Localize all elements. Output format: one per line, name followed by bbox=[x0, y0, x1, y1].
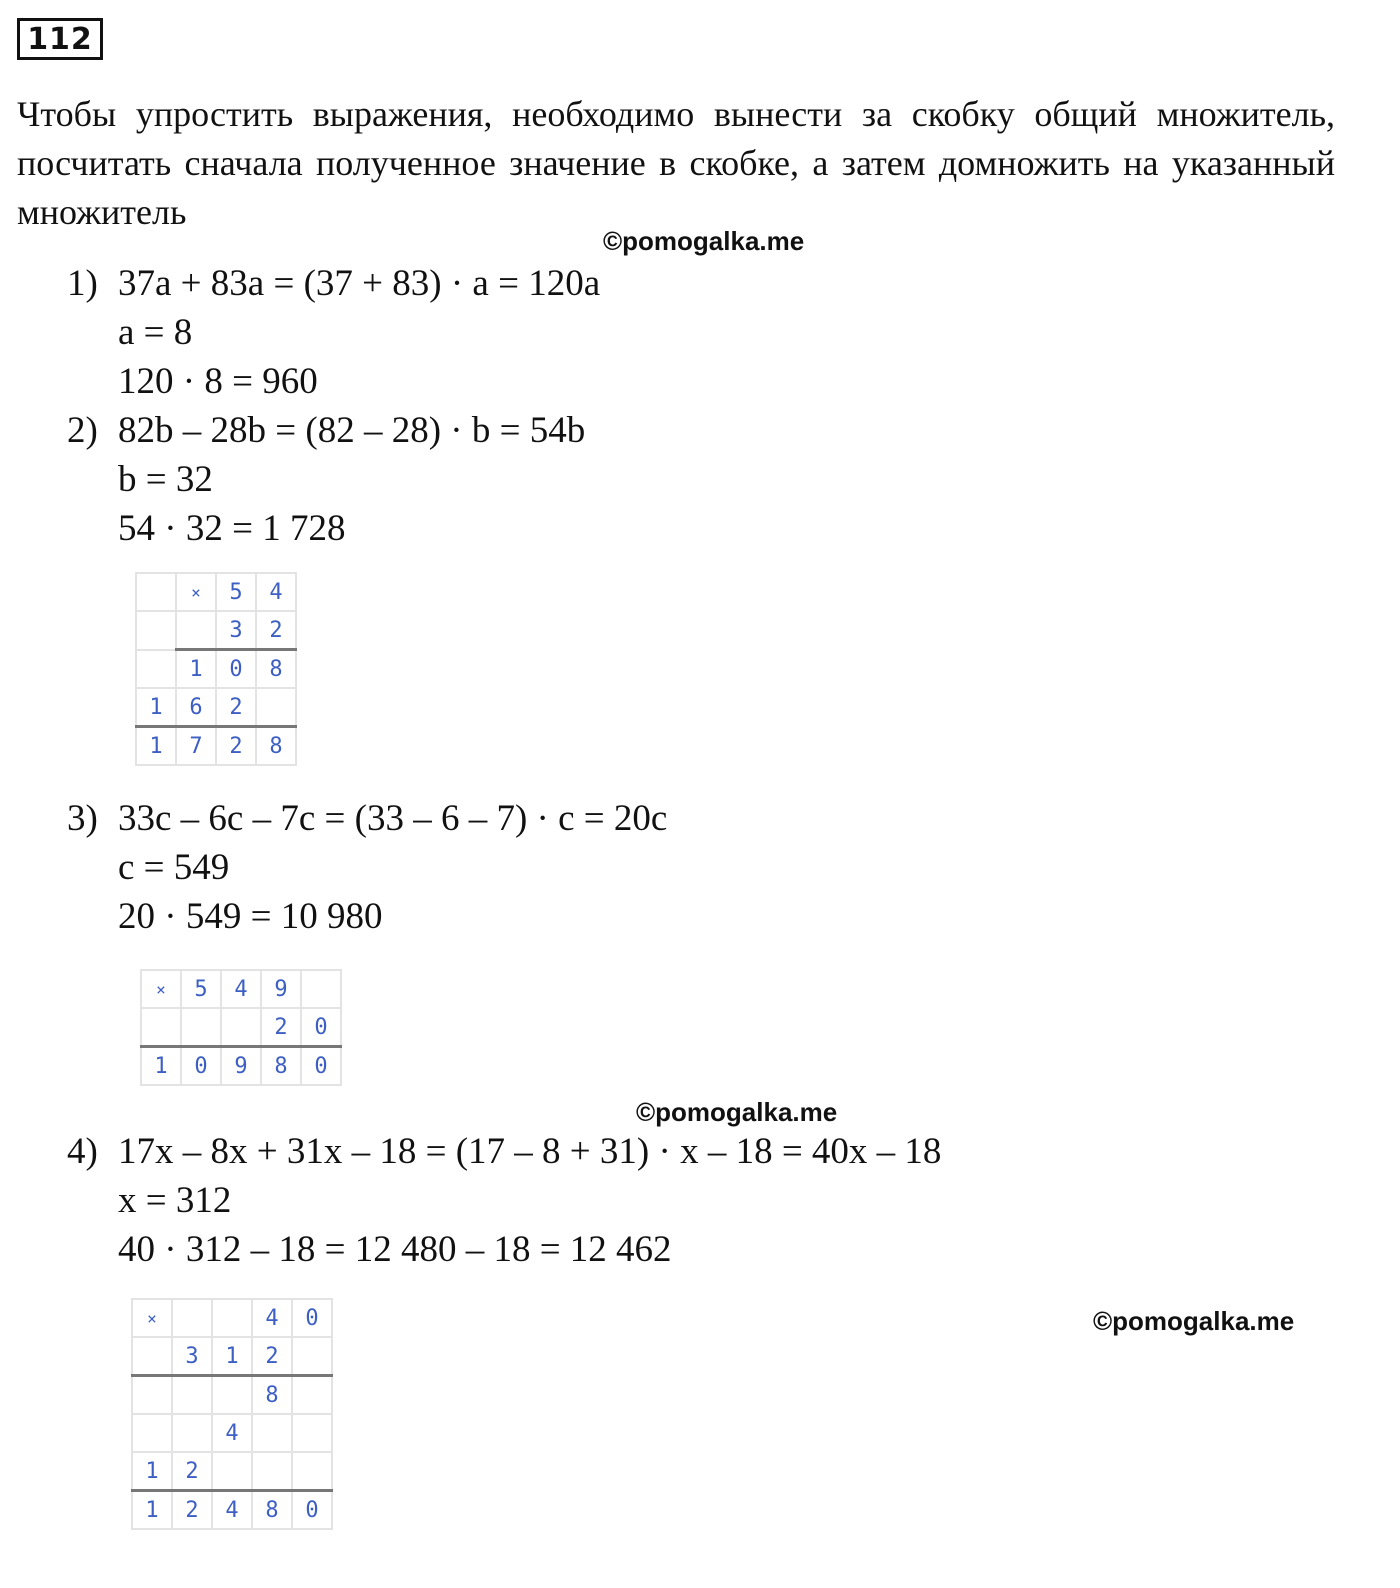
grid-cell bbox=[172, 1376, 212, 1415]
grid-cell: 3 bbox=[216, 611, 256, 650]
grid-cell: 2 bbox=[172, 1452, 212, 1491]
grid-row bbox=[136, 650, 296, 689]
grid-cell: 4 bbox=[212, 1491, 252, 1530]
grid-row bbox=[136, 573, 296, 611]
grid-row bbox=[132, 1376, 332, 1415]
grid-cell: 0 bbox=[301, 1047, 341, 1086]
grid-cell bbox=[301, 970, 341, 1008]
grid-cell bbox=[136, 650, 176, 689]
grid-row bbox=[132, 1299, 332, 1337]
task-line: 54 · 32 = 1 728 bbox=[118, 508, 346, 549]
grid-cell bbox=[212, 1376, 252, 1415]
task-line: 17x – 8x + 31x – 18 = (17 – 8 + 31) · x – 18 = 40x – 18 bbox=[118, 1131, 942, 1172]
grid-cell: 1 bbox=[132, 1491, 172, 1530]
task-line: 37a + 83a = (37 + 83) · a = 120a bbox=[118, 263, 601, 304]
grid-row bbox=[132, 1491, 332, 1530]
grid-cell: 8 bbox=[252, 1491, 292, 1530]
task-line: 82b – 28b = (82 – 28) · b = 54b bbox=[118, 410, 586, 451]
grid-cell bbox=[136, 573, 176, 611]
grid-cell: 1 bbox=[212, 1337, 252, 1376]
grid-cell: 5 bbox=[216, 573, 256, 611]
intro-paragraph bbox=[17, 90, 1335, 237]
grid-cell: 5 bbox=[181, 970, 221, 1008]
grid-cell bbox=[132, 1414, 172, 1452]
task-line: c = 549 bbox=[118, 847, 230, 888]
grid-cell bbox=[292, 1452, 332, 1491]
grid-cell bbox=[172, 1414, 212, 1452]
grid-row bbox=[141, 970, 341, 1008]
grid-cell bbox=[221, 1008, 261, 1047]
task-line: 33c – 6c – 7c = (33 – 6 – 7) · c = 20c bbox=[118, 798, 668, 839]
watermark: ©pomogalka.me bbox=[1093, 1306, 1295, 1336]
grid-cell bbox=[292, 1414, 332, 1452]
task-line: a = 8 bbox=[118, 312, 193, 353]
task-number: 4) bbox=[67, 1131, 98, 1172]
grid-row bbox=[136, 688, 296, 727]
grid-cell: 6 bbox=[176, 688, 216, 727]
grid-cell bbox=[136, 611, 176, 650]
grid-cell: 2 bbox=[256, 611, 296, 650]
grid-cell bbox=[172, 1299, 212, 1337]
multiply-sign: × bbox=[176, 573, 216, 611]
grid-cell: 2 bbox=[216, 727, 256, 766]
task-number: 2) bbox=[67, 410, 98, 451]
grid-cell: 1 bbox=[132, 1452, 172, 1491]
grid-cell: 1 bbox=[176, 650, 216, 689]
watermark: ©pomogalka.me bbox=[636, 1097, 838, 1127]
grid-row bbox=[132, 1337, 332, 1376]
grid-cell bbox=[132, 1337, 172, 1376]
grid-cell: 0 bbox=[181, 1047, 221, 1086]
task-line: 120 · 8 = 960 bbox=[118, 361, 318, 402]
grid-cell: 1 bbox=[141, 1047, 181, 1086]
column-multiplication-40x312 bbox=[131, 1298, 333, 1530]
grid-cell: 3 bbox=[172, 1337, 212, 1376]
column-multiplication-54x32 bbox=[135, 572, 297, 766]
grid-cell: 0 bbox=[292, 1299, 332, 1337]
grid-cell: 8 bbox=[261, 1047, 301, 1086]
grid-cell: 4 bbox=[256, 573, 296, 611]
grid-row bbox=[132, 1452, 332, 1491]
grid-cell bbox=[212, 1452, 252, 1491]
problem-number-badge: 112 bbox=[17, 18, 103, 60]
grid-cell: 1 bbox=[136, 688, 176, 727]
column-multiplication-549x20 bbox=[140, 969, 342, 1086]
grid-cell: 4 bbox=[221, 970, 261, 1008]
grid-cell: 8 bbox=[256, 727, 296, 766]
task-number: 1) bbox=[67, 263, 98, 304]
grid-cell: 7 bbox=[176, 727, 216, 766]
grid-cell: 2 bbox=[172, 1491, 212, 1530]
grid-row bbox=[136, 611, 296, 650]
grid-cell: 2 bbox=[252, 1337, 292, 1376]
grid-cell bbox=[252, 1452, 292, 1491]
grid-cell bbox=[132, 1376, 172, 1415]
watermark: ©pomogalka.me bbox=[603, 226, 805, 256]
multiply-sign: × bbox=[141, 970, 181, 1008]
grid-row bbox=[136, 727, 296, 766]
task-line: 40 · 312 – 18 = 12 480 – 18 = 12 462 bbox=[118, 1229, 672, 1270]
grid-cell bbox=[292, 1337, 332, 1376]
grid-cell: 0 bbox=[216, 650, 256, 689]
grid-cell: 4 bbox=[252, 1299, 292, 1337]
task-line: 20 · 549 = 10 980 bbox=[118, 896, 383, 937]
task-number: 3) bbox=[67, 798, 98, 839]
grid-cell: 9 bbox=[221, 1047, 261, 1086]
grid-row bbox=[141, 1047, 341, 1086]
grid-row bbox=[141, 1008, 341, 1047]
grid-cell bbox=[212, 1299, 252, 1337]
grid-cell bbox=[292, 1376, 332, 1415]
task-line: b = 32 bbox=[118, 459, 213, 500]
grid-row bbox=[132, 1414, 332, 1452]
grid-cell bbox=[252, 1414, 292, 1452]
grid-cell bbox=[256, 688, 296, 727]
grid-cell: 0 bbox=[292, 1491, 332, 1530]
grid-cell bbox=[181, 1008, 221, 1047]
grid-cell: 2 bbox=[216, 688, 256, 727]
task-line: x = 312 bbox=[118, 1180, 232, 1221]
grid-cell: 8 bbox=[256, 650, 296, 689]
grid-cell bbox=[176, 611, 216, 650]
grid-cell: 1 bbox=[136, 727, 176, 766]
grid-cell: 4 bbox=[212, 1414, 252, 1452]
multiply-sign: × bbox=[132, 1299, 172, 1337]
intro-text: Чтобы упростить выражения, необходимо вынести за скобку общий множитель, посчитать сначала полученное значение в скобке, а затем домножить на указанный множитель bbox=[17, 94, 1335, 232]
grid-cell: 8 bbox=[252, 1376, 292, 1415]
grid-cell bbox=[141, 1008, 181, 1047]
grid-cell: 0 bbox=[301, 1008, 341, 1047]
grid-cell: 2 bbox=[261, 1008, 301, 1047]
grid-cell: 9 bbox=[261, 970, 301, 1008]
